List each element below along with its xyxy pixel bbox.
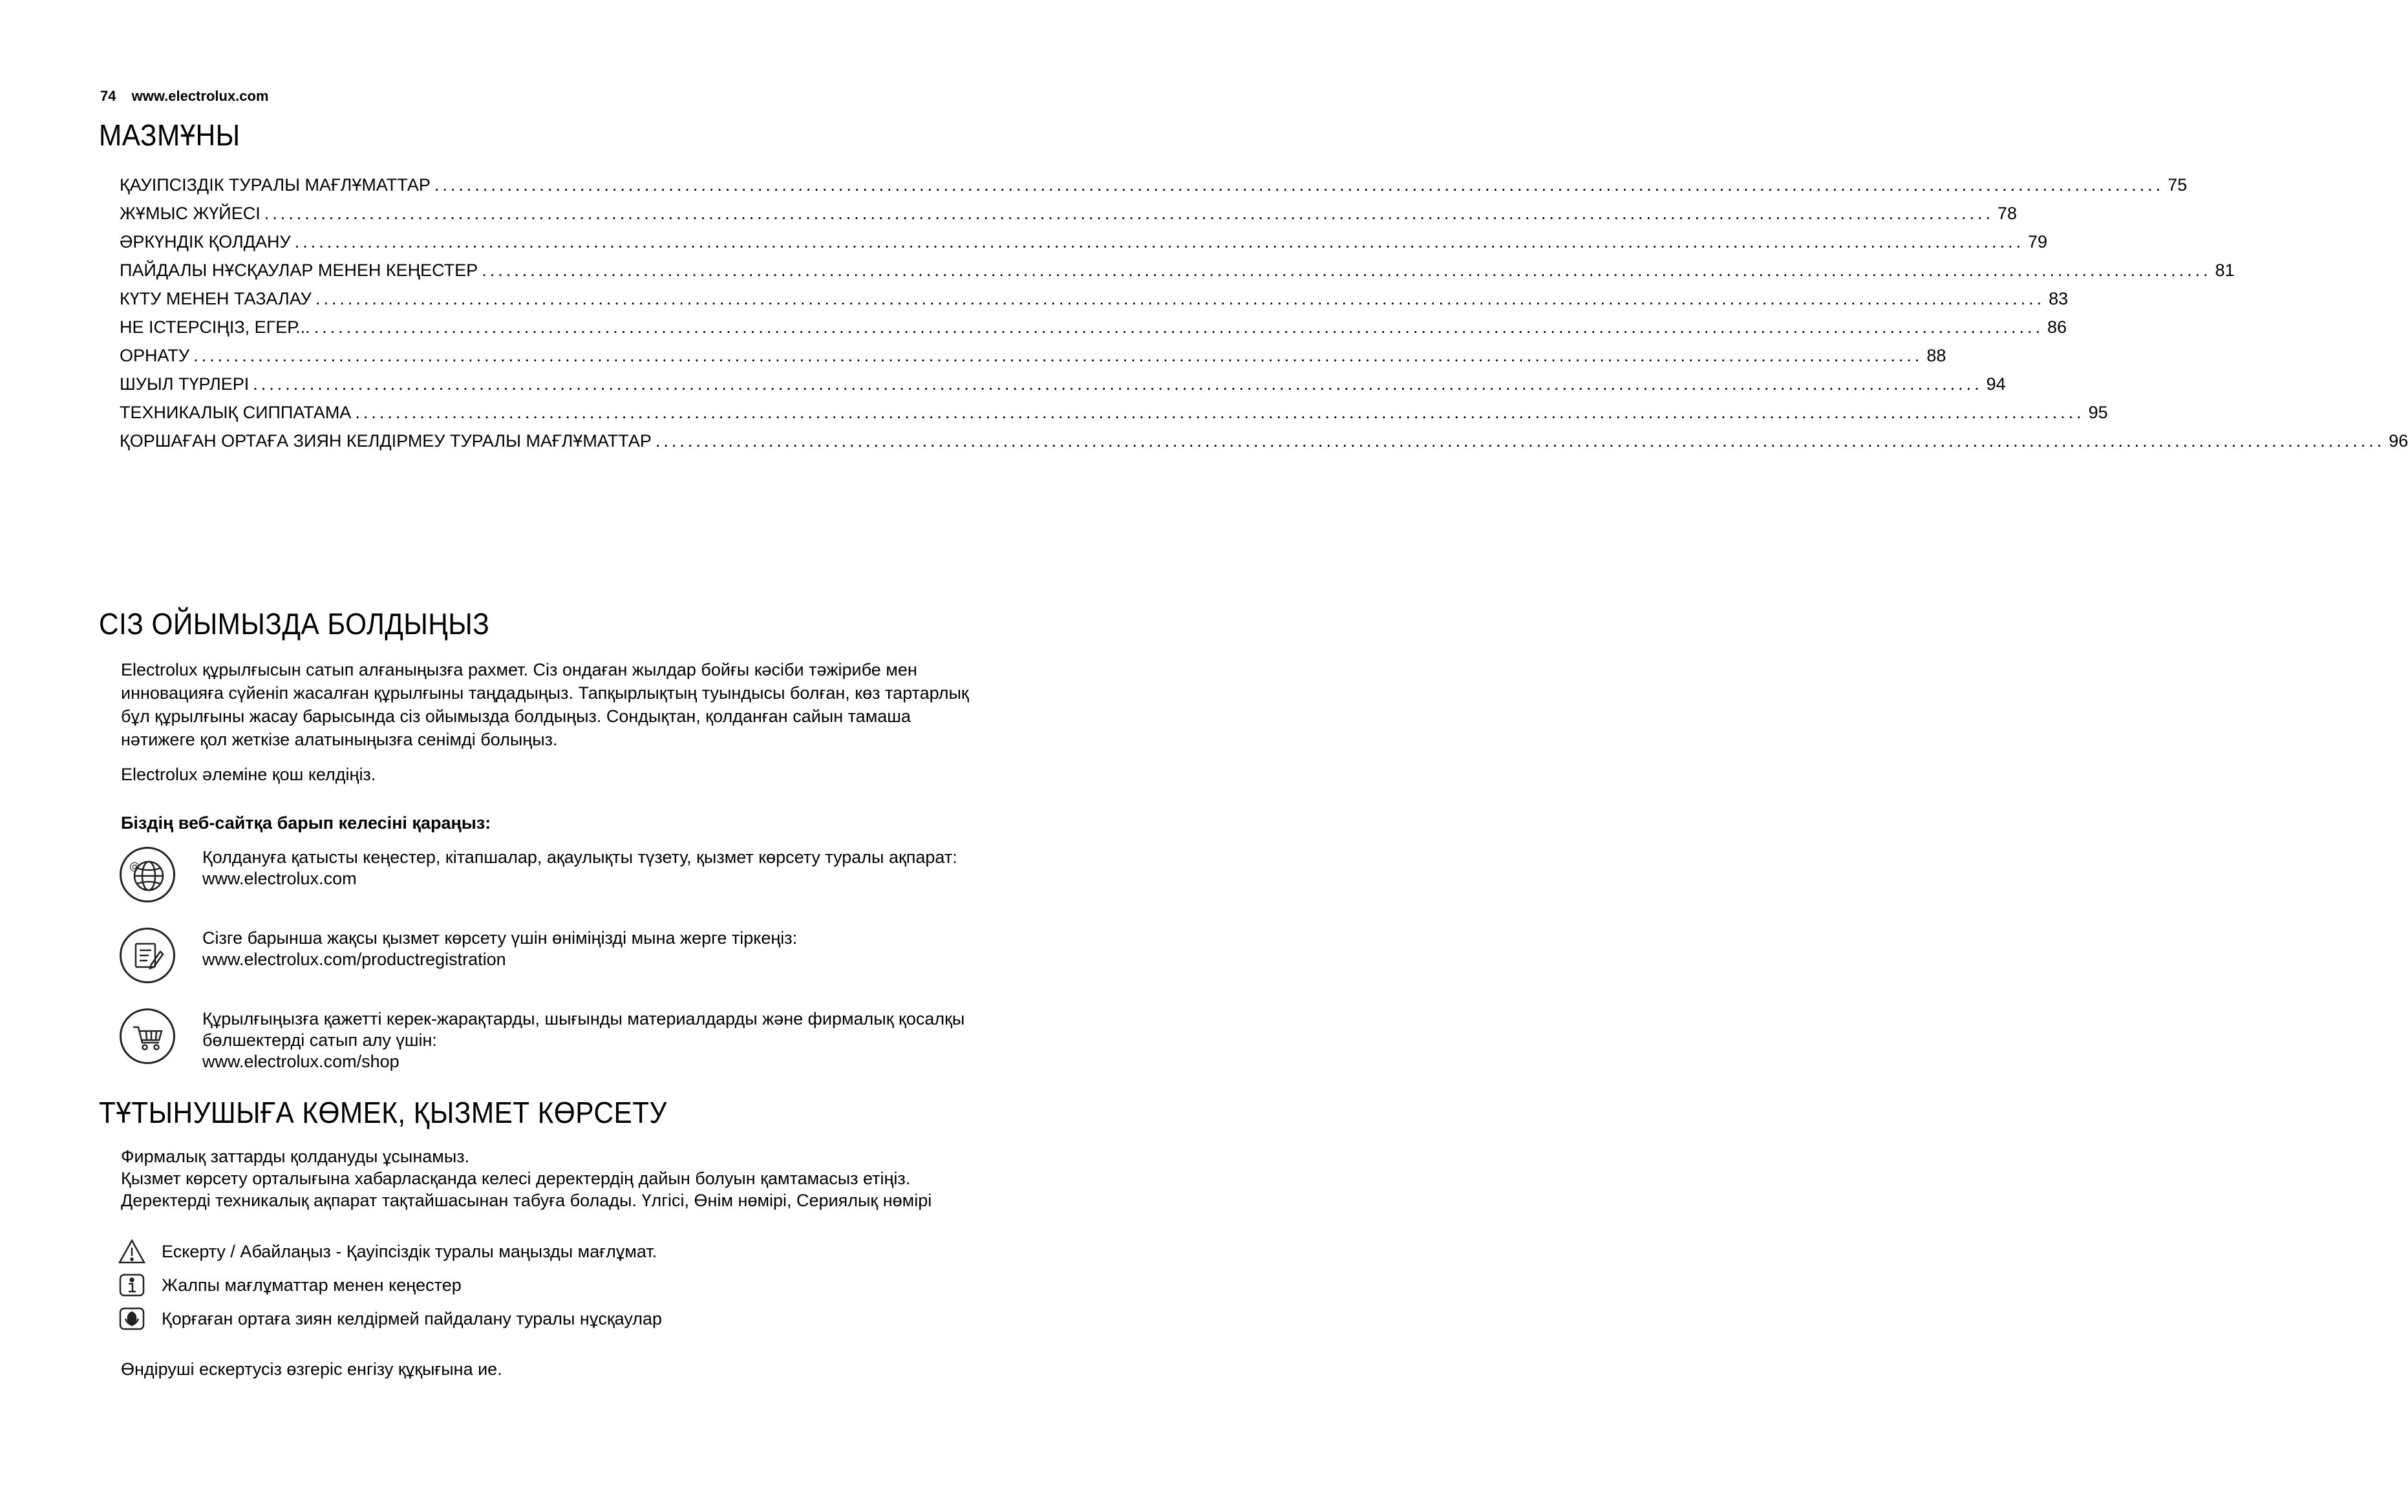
visit-heading: Біздің веб-сайтқа барып келесіні қараңыз: bbox=[121, 813, 491, 833]
toc-entry-page: 88 bbox=[1926, 346, 1946, 365]
link-description bbox=[202, 928, 991, 970]
registration-link-item bbox=[120, 928, 986, 999]
toc-entry[interactable] bbox=[120, 232, 2048, 261]
toc-entry[interactable] bbox=[120, 346, 1946, 374]
toc-entry-label: ӘРКҮНДІК ҚОЛДАНУ bbox=[120, 232, 291, 251]
support-text bbox=[121, 1145, 987, 1211]
legend-text: Жалпы мағлұматтар менен кеңестер bbox=[162, 1275, 462, 1295]
welcome-paragraph: Electrolux құрылғысын сатып алғаныңызға рахмет. Сіз ондаған жылдар бойғы кәсіби тәжірибе мен инновацияға сүйеніп жасалған құрылғыны таңдадыңыз. Тапқырлықтың туындысы болған, көз тартарлық бұл құрылғыны жасау барысында сіз ойымызда болдыңыз. Сондықтан, қолданған сайын тамаша нәтижеге қол жеткізе алатыныңызға сенімді болыңыз. bbox=[121, 660, 969, 749]
welcome-greeting: Electrolux әлеміне қош келдіңіз. bbox=[121, 765, 376, 784]
toc-entry[interactable] bbox=[120, 317, 2067, 346]
toc-leader-dots: ...................................................................................................................................................................................................................... bbox=[655, 431, 2385, 451]
link-text: Сізге барынша жақсы қызмет көрсету үшін өніміңізді мына жерге тіркеңіз: bbox=[202, 928, 798, 948]
toc-leader-dots: ...................................................................................................................................................................................................................... bbox=[264, 204, 1994, 223]
registration-icon bbox=[120, 928, 175, 983]
website-link[interactable]: www.electrolux.com bbox=[202, 869, 357, 888]
toc-leader-dots: ...................................................................................................................................................................................................................... bbox=[253, 374, 1983, 394]
toc-entry[interactable] bbox=[120, 175, 2188, 204]
toc-leader-dots: ...................................................................................................................................................................................................................... bbox=[355, 403, 2085, 422]
toc-leader-dots: ...................................................................................................................................................................................................................... bbox=[434, 175, 2164, 195]
toc-entry-page: 78 bbox=[1998, 204, 2018, 223]
link-description bbox=[202, 847, 991, 889]
toc-entry-label: ТЕХНИКАЛЫҚ СИППАТАМА bbox=[120, 403, 352, 422]
welcome-title: СІЗ ОЙЫМЫЗДА БОЛДЫҢЫЗ bbox=[99, 607, 490, 641]
toc-entry[interactable] bbox=[120, 289, 2069, 317]
shop-link[interactable]: www.electrolux.com/shop bbox=[202, 1052, 400, 1071]
site-url[interactable]: www.electrolux.com bbox=[131, 88, 269, 104]
environment-icon bbox=[116, 1306, 147, 1332]
contents-title: МАЗМҰНЫ bbox=[99, 118, 240, 152]
toc-entry-label: КҮТУ МЕНЕН ТАЗАЛАУ bbox=[120, 289, 312, 308]
toc-entry[interactable] bbox=[120, 204, 2018, 232]
legend-item bbox=[116, 1235, 827, 1268]
toc-entry-page: 83 bbox=[2049, 289, 2069, 308]
warning-icon bbox=[116, 1239, 147, 1264]
table-of-contents bbox=[120, 175, 2408, 460]
toc-entry-page: 94 bbox=[1986, 374, 2006, 394]
toc-entry[interactable] bbox=[120, 374, 2006, 403]
link-description bbox=[202, 1008, 991, 1072]
legend-text: Қорғаған ортаға зиян келдірмей пайдалану туралы нұсқаулар bbox=[162, 1308, 663, 1328]
registration-link[interactable]: www.electrolux.com/productregistration bbox=[202, 950, 506, 969]
toc-entry-page: 86 bbox=[2047, 317, 2067, 337]
toc-entry[interactable] bbox=[120, 431, 2408, 460]
toc-leader-dots: ...................................................................................................................................................................................................................... bbox=[315, 289, 2045, 308]
manufacturer-note: Өндіруші ескертусіз өзгеріс енгізу құқығына ие. bbox=[121, 1359, 502, 1379]
page-header bbox=[100, 88, 269, 105]
shopping-cart-icon bbox=[120, 1008, 175, 1064]
support-line: Қызмет көрсету орталығына хабарласқанда келесі деректердің дайын болуын қамтамасыз етіңіз. bbox=[121, 1169, 911, 1188]
page-number: 74 bbox=[100, 88, 116, 104]
svg-text:@: @ bbox=[129, 860, 140, 872]
link-text: Құрылғыңызға қажетті керек-жарақтарды, шығынды материалдарды және фирмалық қосалқы бөлшектерді сатып алу үшін: bbox=[202, 1009, 965, 1050]
toc-leader-dots: ...................................................................................................................................................................................................................... bbox=[294, 232, 2025, 251]
toc-leader-dots: ...................................................................................................................................................................................................................... bbox=[482, 261, 2211, 280]
legend-item bbox=[116, 1268, 827, 1302]
toc-entry-page: 95 bbox=[2088, 403, 2108, 422]
legend-text: Ескерту / Абайлаңыз - Қауіпсіздік туралы маңызды мағлұмат. bbox=[162, 1241, 657, 1261]
toc-entry-label: НЕ ІСТЕРСІҢІЗ, ЕГЕР... bbox=[120, 317, 310, 337]
symbol-legend bbox=[116, 1235, 827, 1336]
shop-link-item bbox=[120, 1008, 986, 1080]
toc-entry-page: 79 bbox=[2028, 232, 2048, 251]
toc-entry-page: 75 bbox=[2168, 175, 2188, 195]
info-icon bbox=[116, 1272, 147, 1298]
support-line: Фирмалық заттарды қолдануды ұсынамыз. bbox=[121, 1147, 470, 1166]
toc-entry-label: ОРНАТУ bbox=[120, 346, 190, 365]
toc-entry[interactable] bbox=[120, 261, 2235, 289]
globe-icon bbox=[120, 847, 175, 902]
info-link-item bbox=[120, 847, 986, 918]
toc-entry-label: ПАЙДАЛЫ НҰСҚАУЛАР МЕНЕН КЕҢЕСТЕР bbox=[120, 261, 478, 280]
support-line: Деректерді техникалық ақпарат тақтайшасынан табуға болады. Үлгісі, Өнім нөмірі, Сериялық нөмірі bbox=[121, 1191, 932, 1210]
toc-entry-label: ЖҰМЫС ЖҮЙЕСІ bbox=[120, 204, 261, 223]
toc-entry-page: 81 bbox=[2215, 261, 2235, 280]
legend-item bbox=[116, 1302, 827, 1336]
toc-entry-label: ҚОРШАҒАН ОРТАҒА ЗИЯН КЕЛДІРМЕУ ТУРАЛЫ МАҒЛҰМАТТАР bbox=[120, 431, 652, 451]
support-title: ТҰТЫНУШЫҒА КӨМЕК, ҚЫЗМЕТ КӨРСЕТУ bbox=[99, 1096, 667, 1129]
toc-entry-page: 96 bbox=[2389, 431, 2408, 451]
toc-entry-label: ҚАУІПСІЗДІК ТУРАЛЫ МАҒЛҰМАТТАР bbox=[120, 175, 431, 195]
toc-leader-dots: ...................................................................................................................................................................................................................... bbox=[314, 317, 2044, 337]
link-text: Қолдануға қатысты кеңестер, кітапшалар, ақаулықты түзету, қызмет көрсету туралы ақпарат: bbox=[202, 847, 957, 867]
toc-entry-label: ШУЫЛ ТҮРЛЕРІ bbox=[120, 374, 250, 394]
toc-leader-dots: ...................................................................................................................................................................................................................... bbox=[193, 346, 1923, 365]
toc-entry[interactable] bbox=[120, 403, 2108, 431]
